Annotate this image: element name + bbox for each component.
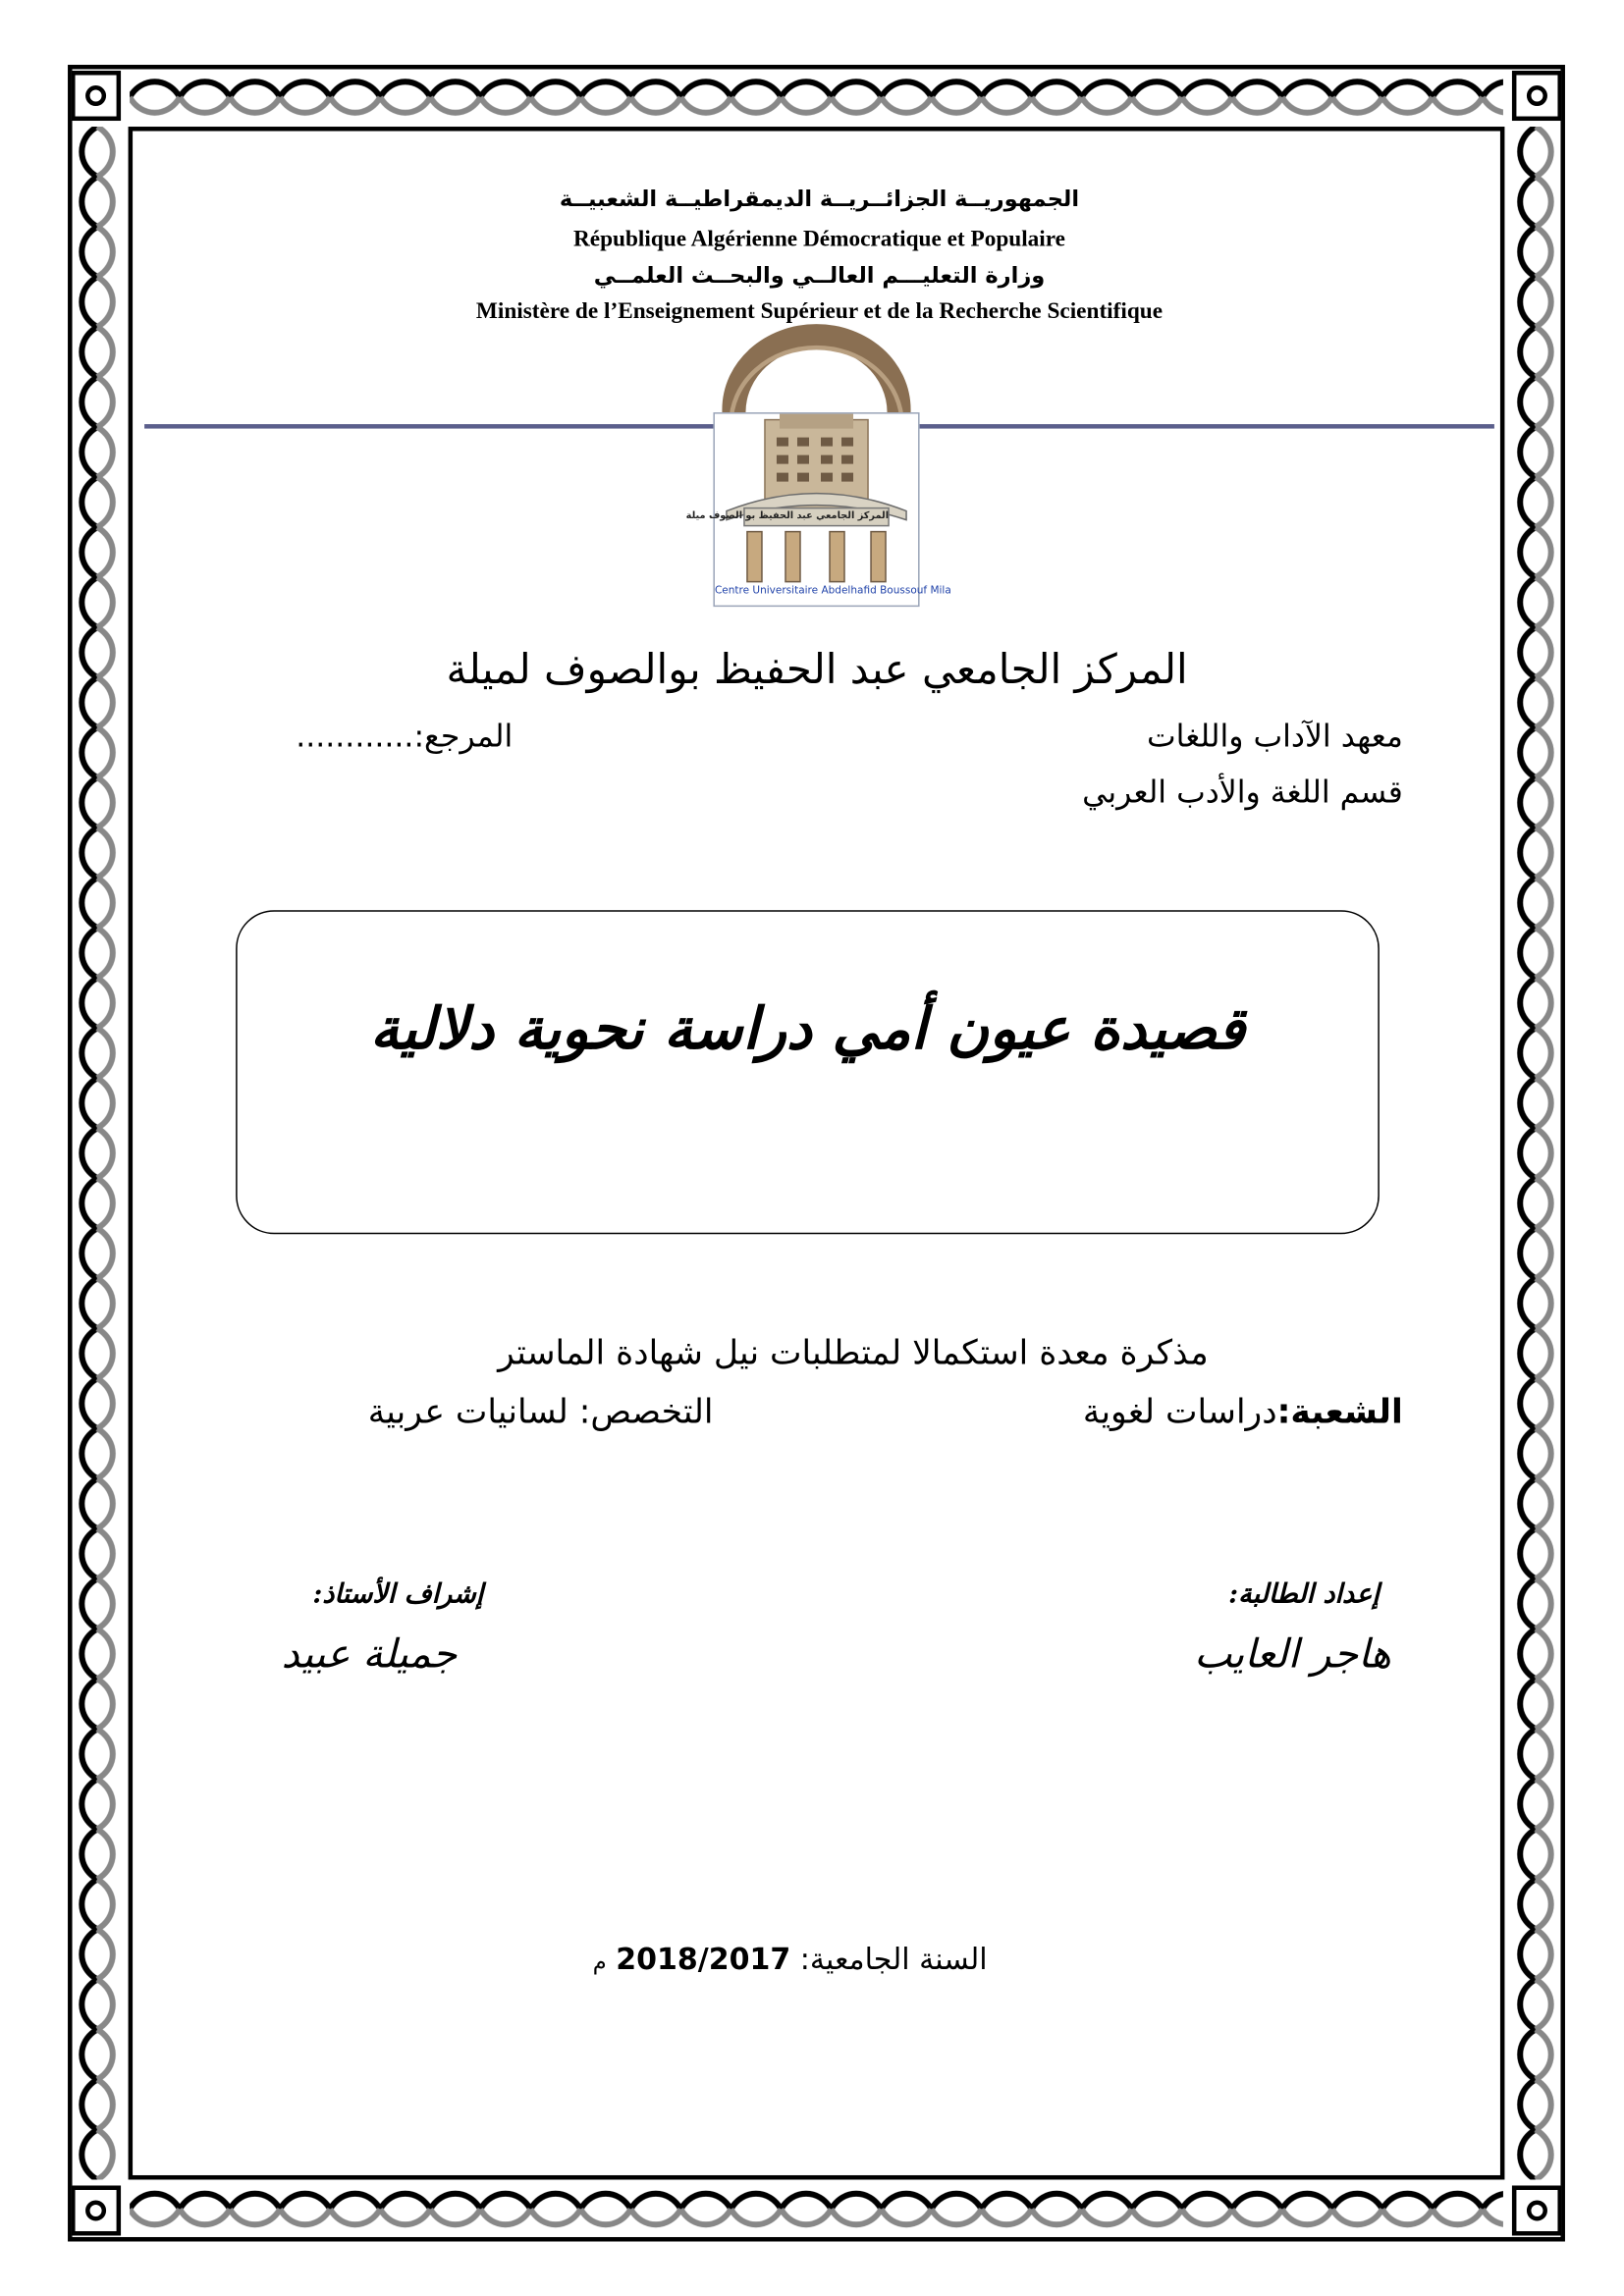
ministry-french: Ministère de l’Enseignement Supérieur et de la Recherche Scientifique: [475, 298, 1164, 325]
thesis-purpose: مذكرة معدة استكمالا لمتطلبات نيل شهادة الماستر: [498, 1334, 1209, 1373]
university-logo: [685, 412, 951, 607]
logo-caption: Centre Universitaire Abdelhafid Boussouf Mila: [714, 584, 951, 597]
corner-ornament-top-right: [1512, 71, 1562, 121]
border-pattern-right: [1512, 127, 1559, 2179]
corner-ornament-bottom-left: [71, 2185, 121, 2235]
branch-line: [973, 1393, 1403, 1431]
border-pattern-bottom: [130, 2185, 1503, 2232]
ministry-arabic: وزارة التعليـــم العالــي والبحــث العلمــي: [593, 262, 1046, 290]
republic-arabic: الجمهوريــة الجزائــريــة الديمقراطيــة الشعبيــة: [559, 186, 1080, 213]
header-rule-right: [917, 424, 1494, 429]
reference-number: المرجع:............: [296, 719, 514, 755]
university-center-name: المركز الجامعي عبد الحفيظ بوالصوف لميلة: [446, 645, 1188, 694]
supervisor-name: جميلة عبيد: [281, 1631, 458, 1678]
branch-value: دراسات لغوية: [1082, 1393, 1277, 1432]
republic-french: République Algérienne Démocratique et Populaire: [572, 227, 1066, 252]
header-rule-left: [144, 424, 716, 429]
institute-name: معهد الآداب واللغات: [1146, 719, 1403, 755]
corner-ornament-top-left: [71, 71, 121, 121]
border-pattern-left: [74, 127, 121, 2179]
student-name: هاجر العايب: [1194, 1631, 1391, 1678]
specialty: التخصص: لسانيات عربية: [367, 1393, 714, 1432]
corner-ornament-bottom-right: [1512, 2185, 1562, 2235]
supervisor-label: إشراف الأستاذ:: [312, 1578, 484, 1610]
logo-banner-text: المركز الجامعي عبد الحفيظ بو الصوف ميلة: [685, 509, 890, 522]
branch-label: الشعبة:: [1276, 1393, 1403, 1432]
academic-year: [486, 1941, 987, 1976]
academic-year-value: 2018/2017: [616, 1941, 791, 1977]
student-label: إعداد الطالبة:: [1228, 1578, 1380, 1610]
thesis-title-box: [236, 910, 1380, 1234]
academic-year-suffix: م: [592, 1948, 607, 1975]
academic-year-label: السنة الجامعية:: [799, 1941, 988, 1977]
thesis-title: قصيدة عيون أمي دراسة نحوية دلالية: [369, 995, 1246, 1064]
department-name: قسم اللغة والأدب العربي: [1082, 774, 1403, 811]
border-pattern-top: [130, 74, 1503, 121]
